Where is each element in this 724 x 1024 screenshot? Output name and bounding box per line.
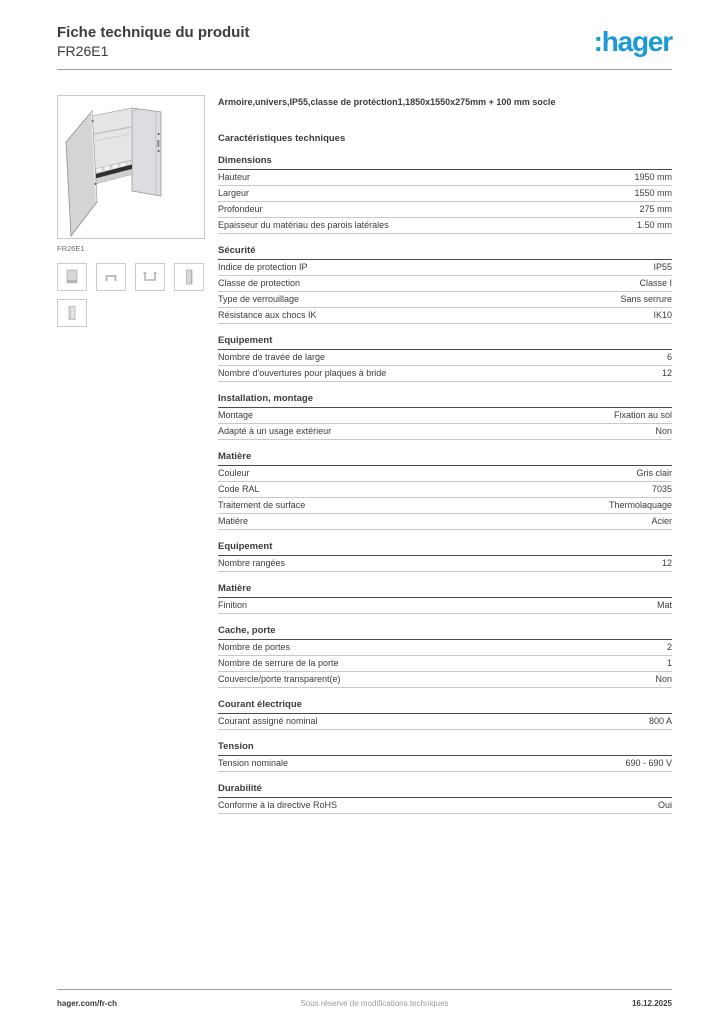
cabinet-front-icon [57, 263, 87, 291]
spec-label: Nombre de portes [218, 642, 291, 652]
page-footer [57, 989, 672, 1008]
spec-label: Matière [218, 516, 249, 526]
product-image [57, 95, 205, 239]
section-title: Cache, porte [218, 625, 672, 640]
spec-row [218, 514, 672, 530]
spec-section [218, 741, 672, 772]
spec-label: Tension nominale [218, 758, 289, 768]
spec-row [218, 798, 672, 814]
spec-value: 6 [666, 352, 672, 362]
spec-label: Nombre de travée de large [218, 352, 326, 362]
spec-row [218, 466, 672, 482]
spec-section [218, 583, 672, 614]
spec-label: Courant assigné nominal [218, 716, 318, 726]
spec-value: Non [655, 674, 672, 684]
spec-row [218, 186, 672, 202]
spec-row [218, 424, 672, 440]
spec-row [218, 556, 672, 572]
section-title: Sécurité [218, 245, 672, 260]
spec-label: Profondeur [218, 204, 263, 214]
spec-label: Finition [218, 600, 248, 610]
section-title: Equipement [218, 541, 672, 556]
spec-label: Conforme à la directive RoHS [218, 800, 338, 810]
header-titles [57, 23, 250, 60]
spec-value: Fixation au sol [613, 410, 672, 420]
cabinet-illustration-icon [58, 96, 204, 238]
spec-label: Hauteur [218, 172, 251, 182]
spec-value: IP55 [653, 262, 672, 272]
view-thumbnails [57, 263, 205, 327]
side-panel-icon [174, 263, 204, 291]
spec-row [218, 276, 672, 292]
door-panel-icon [57, 299, 87, 327]
section-title: Equipement [218, 335, 672, 350]
spec-value: 12 [661, 368, 672, 378]
spec-row [218, 408, 672, 424]
spec-row [218, 598, 672, 614]
spec-value: IK10 [653, 310, 672, 320]
spec-column [218, 70, 672, 814]
spec-section [218, 335, 672, 382]
image-column [57, 70, 205, 327]
section-title: Dimensions [218, 155, 672, 170]
spec-section [218, 393, 672, 440]
mounting-bracket-icon [96, 263, 126, 291]
spec-label: Indice de protection IP [218, 262, 308, 272]
spec-value: Thermolaquage [608, 500, 672, 510]
spec-value: 1 [666, 658, 672, 668]
spec-label: Nombre rangées [218, 558, 286, 568]
spec-value: 690 - 690 V [625, 758, 672, 768]
spec-label: Couleur [218, 468, 250, 478]
section-title: Durabilité [218, 783, 672, 798]
spec-row [218, 308, 672, 324]
spec-row [218, 482, 672, 498]
page-header [57, 23, 672, 60]
spec-row [218, 714, 672, 730]
spec-value: Gris clair [636, 468, 672, 478]
spec-section [218, 625, 672, 688]
footer-divider [57, 989, 672, 990]
footer-date: 16.12.2025 [631, 999, 672, 1008]
spec-label: Montage [218, 410, 254, 420]
spec-value: 2 [666, 642, 672, 652]
spec-label: Epaisseur du matériau des parois latérales [218, 220, 389, 230]
spec-row [218, 656, 672, 672]
spec-value: 7035 [651, 484, 672, 494]
characteristics-heading: Caractéristiques techniques [218, 133, 346, 144]
spec-label: Classe de protection [218, 278, 301, 288]
product-reference: FR26E1 [57, 43, 109, 59]
spec-label: Traitement de surface [218, 500, 306, 510]
page-title: Fiche technique du produit [57, 24, 250, 41]
spec-value: Mat [656, 600, 672, 610]
spec-label: Code RAL [218, 484, 260, 494]
section-title: Installation, montage [218, 393, 672, 408]
hager-logo: :hager [593, 26, 672, 57]
product-description: Armoire,univers,IP55,classe de protéction1,1850x1550x275mm + 100 mm socle [218, 97, 556, 107]
section-title: Matière [218, 583, 672, 598]
spec-label: Nombre de serrure de la porte [218, 658, 339, 668]
spec-row [218, 260, 672, 276]
footer-disclaimer: Sous réserve de modifications techniques [300, 999, 449, 1008]
product-image-caption: FR26E1 [57, 244, 85, 253]
spec-label: Nombre d'ouvertures pour plaques à bride [218, 368, 387, 378]
spec-section [218, 451, 672, 530]
spec-value: Acier [651, 516, 672, 526]
spec-label: Type de verrouillage [218, 294, 300, 304]
spec-value: Sans serrure [620, 294, 672, 304]
spec-value: 275 mm [639, 204, 672, 214]
spec-section [218, 699, 672, 730]
plinth-socle-icon [135, 263, 165, 291]
spec-row [218, 672, 672, 688]
spec-section [218, 541, 672, 572]
spec-value: 1950 mm [634, 172, 672, 182]
footer-row [57, 999, 672, 1008]
spec-label: Résistance aux chocs IK [218, 310, 317, 320]
spec-label: Largeur [218, 188, 250, 198]
spec-sections [218, 155, 672, 814]
spec-section [218, 155, 672, 234]
spec-row [218, 498, 672, 514]
spec-row [218, 366, 672, 382]
spec-row [218, 640, 672, 656]
spec-value: Oui [657, 800, 672, 810]
spec-value: 12 [661, 558, 672, 568]
spec-row [218, 756, 672, 772]
spec-section [218, 245, 672, 324]
section-title: Matière [218, 451, 672, 466]
spec-value: 1.50 mm [636, 220, 672, 230]
spec-value: 800 A [648, 716, 672, 726]
footer-website-link[interactable]: hager.com/fr-ch [57, 999, 118, 1008]
spec-row [218, 202, 672, 218]
spec-row [218, 170, 672, 186]
spec-label: Adapté à un usage extérieur [218, 426, 332, 436]
spec-row [218, 218, 672, 234]
spec-label: Couvercle/porte transparent(e) [218, 674, 341, 684]
spec-row [218, 350, 672, 366]
section-title: Courant électrique [218, 699, 672, 714]
spec-value: Non [655, 426, 672, 436]
section-title: Tension [218, 741, 672, 756]
spec-value: 1550 mm [634, 188, 672, 198]
spec-section [218, 783, 672, 814]
content-area [57, 70, 672, 814]
spec-value: Classe I [639, 278, 672, 288]
spec-row [218, 292, 672, 308]
